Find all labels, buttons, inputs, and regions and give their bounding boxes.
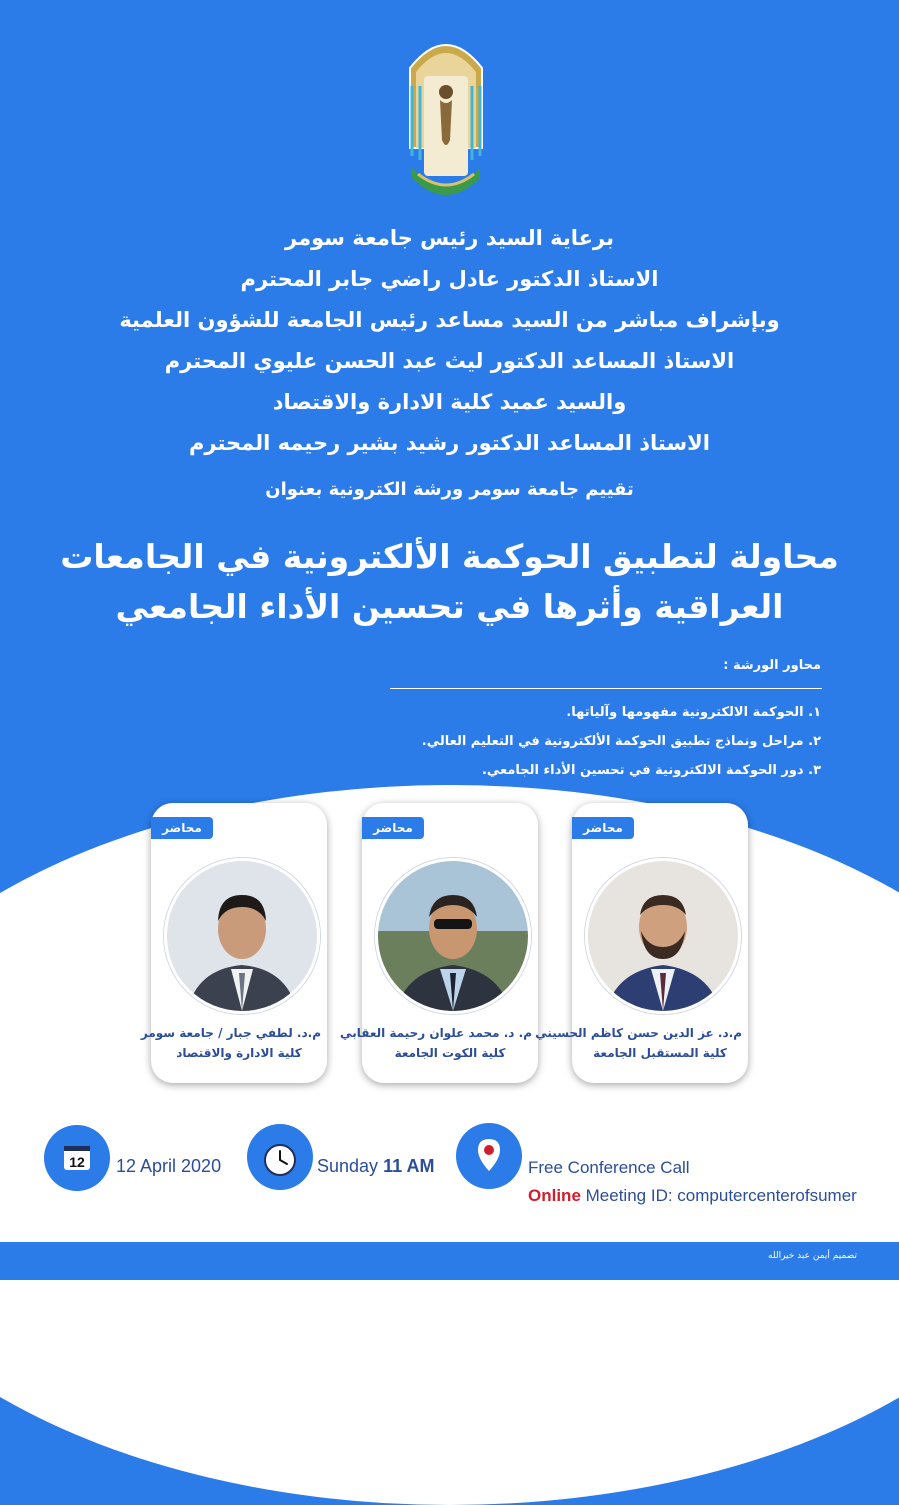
patronage-line: والسيد عميد كلية الادارة والاقتصاد xyxy=(272,390,627,414)
lecturer-card xyxy=(140,803,327,1083)
patronage-line: وبإشراف مباشر من السيد مساعد رئيس الجامعة للشؤون العلمية xyxy=(119,308,780,332)
patronage-line: الاستاذ المساعد الدكتور ليث عبد الحسن عليوي المحترم xyxy=(164,349,735,373)
workshop-subtitle: تقييم جامعة سومر ورشة الكترونية بعنوان xyxy=(265,479,634,500)
event-day: Sunday xyxy=(317,1156,379,1176)
divider xyxy=(390,688,822,689)
workshop-axes-list xyxy=(422,698,821,785)
calendar-day-number: 12 xyxy=(69,1154,85,1170)
event-meeting-line xyxy=(528,1186,857,1206)
lecturer-name-block xyxy=(535,1023,742,1063)
lecturer-affiliation: كلية المستقبل الجامعة xyxy=(593,1046,727,1060)
location-pin-icon xyxy=(456,1123,522,1189)
meeting-id: Meeting ID: computercenterofsumer xyxy=(585,1186,857,1205)
workshop-axes-heading: محاور الورشة : xyxy=(723,658,821,673)
lecturer-affiliation: كلية الكوت الجامعة xyxy=(394,1046,506,1060)
footer-bar xyxy=(0,1242,899,1280)
workshop-title xyxy=(0,532,899,632)
lecturer-tag: محاضر xyxy=(151,817,213,839)
patronage-line: الاستاذ المساعد الدكتور رشيد بشير رحيمه المحترم xyxy=(188,431,710,455)
patronage-line: برعاية السيد رئيس جامعة سومر xyxy=(285,226,614,250)
event-platform: Free Conference Call xyxy=(528,1158,690,1177)
clock-icon xyxy=(247,1124,313,1190)
event-hour: 11 AM xyxy=(383,1156,435,1176)
axis-item: ٣. دور الحوكمة الالكترونية في تحسين الأداء الجامعي. xyxy=(481,763,821,778)
lecturer-tag: محاضر xyxy=(572,817,634,839)
lecturer-photo xyxy=(585,858,741,1014)
lecturer-photo xyxy=(375,858,531,1014)
lecturer-card xyxy=(340,803,538,1083)
event-date: 12 April 2020 xyxy=(116,1156,222,1176)
patronage-line: الاستاذ الدكتور عادل راضي جابر المحترم xyxy=(240,267,659,291)
lecturer-photo xyxy=(164,858,320,1014)
online-label: Online xyxy=(528,1186,581,1205)
lecturer-name-block xyxy=(340,1023,532,1063)
lecturer-name: م.د. لطفي جبار / جامعة سومر xyxy=(140,1026,321,1040)
workshop-title-line: العراقية وأثرها في تحسين الأداء الجامعي xyxy=(115,587,784,626)
event-time xyxy=(317,1156,434,1177)
axis-item: ١. الحوكمة الالكترونية مفهومها وآلياتها. xyxy=(566,705,821,720)
lecturer-affiliation: كلية الادارة والاقتصاد xyxy=(176,1046,302,1060)
lecturer-tag: محاضر xyxy=(362,817,424,839)
designer-credit: تصميم أيمن عبد خيرالله xyxy=(768,1251,857,1261)
calendar-icon xyxy=(44,1125,110,1191)
lecturer-name: م.د. عز الدين حسن كاظم الحسيني xyxy=(535,1026,742,1040)
lecturer-name: م. د. محمد علوان رحيمة العقابي xyxy=(340,1026,532,1040)
workshop-title-line: محاولة لتطبيق الحوكمة الألكترونية في الجامعات xyxy=(60,537,839,576)
university-logo-icon xyxy=(400,28,492,200)
lecturer-card xyxy=(535,803,748,1083)
lecturer-name-block xyxy=(140,1023,321,1063)
axis-item: ٢. مراحل ونماذج تطبيق الحوكمة الألكترونية في التعليم العالي. xyxy=(421,734,821,749)
patronage-block xyxy=(0,218,899,464)
